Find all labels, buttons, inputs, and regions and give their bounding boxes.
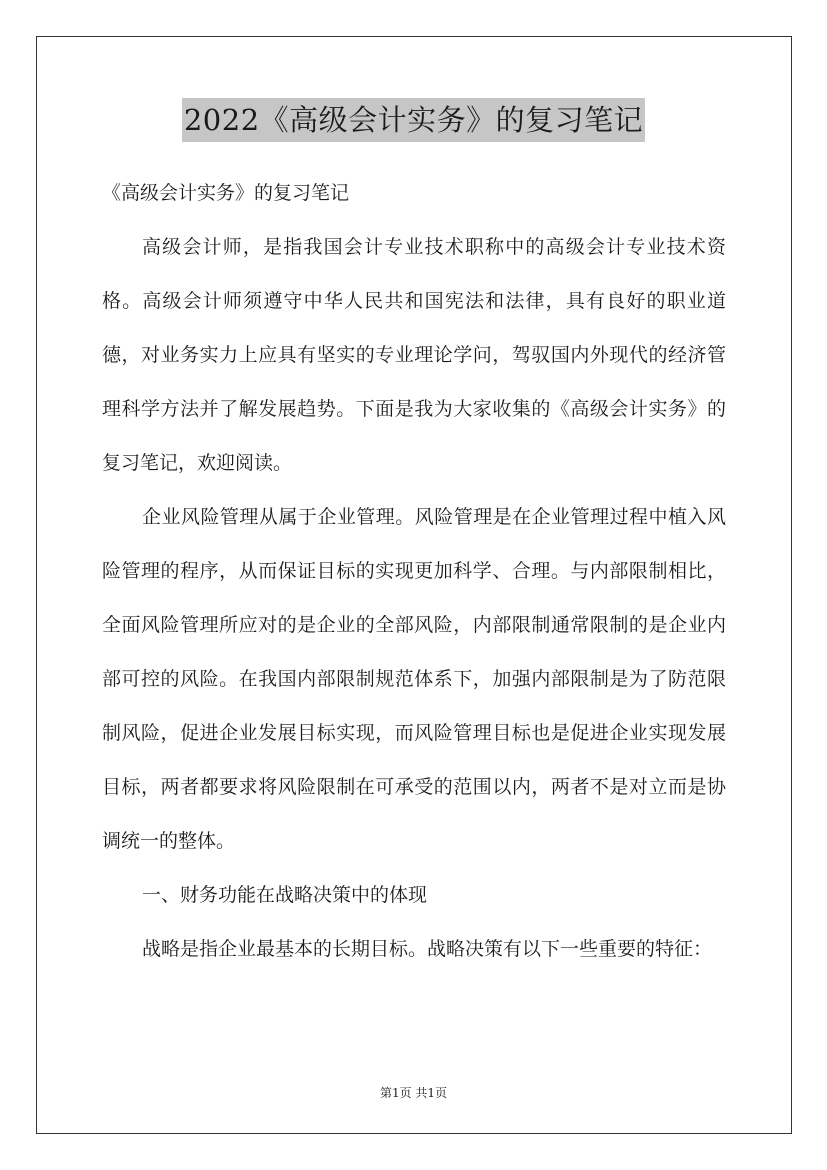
document-title [0,98,827,142]
paragraph-intro: 高级会计师，是指我国会计专业技术职称中的高级会计专业技术资格。高级会计师须遵守中华人民共和国宪法和法律，具有良好的职业道德，对业务实力上应具有坚实的专业理论学问，驾驭国内外现代的经济管理科学方法并了解发展趋势。下面是我为大家收集的《高级会计实务》的复习笔记，欢迎阅读。 [102,236,726,474]
page-footer: 第1页 共1页 [379,1086,448,1100]
document-title-text: 2022《高级会计实务》的复习笔记 [182,98,645,142]
paragraph-strategy: 战略是指企业最基本的长期目标。战略决策有以下一些重要的特征： [142,938,713,960]
paragraph-risk-management: 企业风险管理从属于企业管理。风险管理是在企业管理过程中植入风险管理的程序，从而保证目标的实现更加科学、合理。与内部限制相比，全面风险管理所应对的是企业的全部风险，内部限制通常限制的是企业内部可控的风险。在我国内部限制规范体系下，加强内部限制是为了防范限制风险，促进企业发展目标实现，而风险管理目标也是促进企业实现发展目标，两者都要求将风险限制在可承受的范围以内，两者不是对立而是协调统一的整体。 [102,506,726,852]
document-body [102,166,726,976]
paragraph-subtitle: 《高级会计实务》的复习笔记 [102,182,350,204]
section-heading: 一、财务功能在战略决策中的体现 [142,884,428,906]
